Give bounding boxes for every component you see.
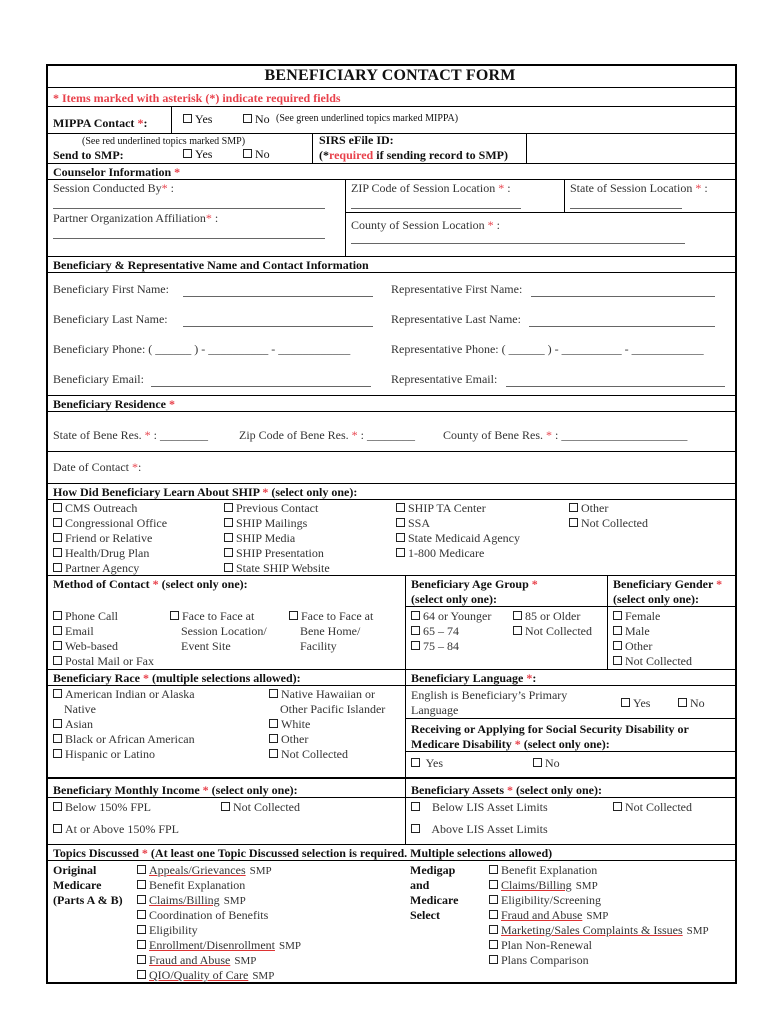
checkbox[interactable] (53, 734, 62, 743)
checkbox[interactable] (513, 626, 522, 635)
rep-first-field[interactable] (531, 296, 715, 297)
checkbox[interactable] (224, 533, 233, 542)
divider (46, 272, 736, 273)
learn-option[interactable]: State SHIP Website (224, 561, 330, 575)
checkbox[interactable] (613, 611, 622, 620)
method-header: Method of Contact * (select only one): (53, 577, 248, 591)
race-option[interactable]: Black or African American (53, 732, 195, 746)
checkbox[interactable] (411, 758, 420, 767)
checkbox[interactable] (137, 925, 146, 934)
gender-header-sub: (select only one): (613, 592, 699, 606)
checkbox[interactable] (137, 955, 146, 964)
divider (46, 499, 736, 500)
income-not-collected[interactable]: Not Collected (221, 800, 300, 814)
income-header: Beneficiary Monthly Income * (select only one): (53, 783, 298, 797)
checkbox[interactable] (53, 719, 62, 728)
race-header: Beneficiary Race * (multiple selections allowed): (53, 671, 301, 685)
divider (46, 451, 736, 452)
topics-header: Topics Discussed * (At least one Topic Discussed selection is required. Multiple selections allowed) (53, 846, 553, 860)
counselor-header: Counselor Information * (53, 165, 181, 179)
county-label: County of Session Location * : (351, 218, 501, 232)
checkbox[interactable] (137, 880, 146, 889)
partner-field[interactable] (53, 238, 325, 239)
rep-last-field[interactable] (529, 326, 715, 327)
mippa-yes[interactable]: Yes (183, 112, 212, 126)
checkbox[interactable] (137, 910, 146, 919)
checkbox[interactable] (221, 802, 230, 811)
assets-above[interactable]: Above LIS Asset Limits (411, 822, 548, 836)
language-question-2: Language (411, 703, 459, 717)
age-header: Beneficiary Age Group * (411, 577, 538, 591)
divider (46, 106, 736, 107)
state-field[interactable] (570, 208, 682, 209)
ssd-no[interactable]: No (533, 756, 560, 770)
checkbox[interactable] (224, 503, 233, 512)
bene-email-field[interactable] (151, 386, 371, 387)
mippa-label: MIPPA Contact *: (53, 116, 148, 130)
checkbox[interactable] (396, 503, 405, 512)
form-border-right (735, 64, 737, 983)
checkbox[interactable] (137, 895, 146, 904)
ssd-yes[interactable]: Yes (411, 756, 443, 770)
divider (345, 179, 346, 256)
race-option[interactable]: Native Hawaiian or (269, 687, 375, 701)
race-option[interactable]: Not Collected (269, 747, 348, 761)
original-medicare-label: (Parts A & B) (53, 893, 123, 907)
state-label: State of Session Location * : (570, 181, 708, 195)
race-option-text: Native (64, 702, 96, 716)
smp-no[interactable]: No (243, 147, 270, 161)
bene-rep-header: Beneficiary & Representative Name and Contact Information (53, 258, 369, 272)
divider (405, 575, 406, 669)
assets-below[interactable]: Below LIS Asset Limits (411, 800, 548, 814)
divider (46, 179, 736, 180)
divider (405, 751, 736, 752)
checkbox[interactable] (53, 656, 62, 665)
divider (46, 411, 736, 412)
bene-last-label: Beneficiary Last Name: (53, 312, 168, 326)
topic-original-item[interactable]: Eligibility (137, 923, 198, 937)
learn-option[interactable]: Friend or Relative (53, 531, 152, 545)
checkbox[interactable] (53, 611, 62, 620)
session-by-label: Session Conducted By* : (53, 181, 175, 195)
topic-original-item[interactable]: Benefit Explanation (137, 878, 245, 892)
medigap-label: Medicare (410, 893, 459, 907)
checkbox[interactable] (533, 758, 542, 767)
method-option-text: Bene Home/ (300, 624, 361, 638)
divider (46, 395, 736, 396)
checkbox[interactable] (183, 149, 192, 158)
race-option[interactable]: White (269, 717, 310, 731)
topic-medigap-item[interactable]: Benefit Explanation (489, 863, 597, 877)
method-option[interactable]: Postal Mail or Fax (53, 654, 154, 668)
checkbox[interactable] (489, 880, 498, 889)
checkbox[interactable] (170, 611, 179, 620)
checkbox[interactable] (396, 518, 405, 527)
race-option[interactable]: American Indian or Alaska (53, 687, 195, 701)
rep-email-label: Representative Email: (391, 372, 498, 386)
topic-original-item[interactable]: QIO/Quality of Care SMP (137, 968, 274, 983)
race-option[interactable]: Hispanic or Latino (53, 747, 155, 761)
gender-option[interactable]: Not Collected (613, 654, 692, 668)
ssd-header-2: Medicare Disability * (select only one): (411, 737, 610, 751)
learn-option[interactable]: Partner Agency (53, 561, 139, 575)
divider (46, 163, 736, 164)
divider (46, 575, 736, 576)
checkbox[interactable] (621, 698, 630, 707)
checkbox[interactable] (224, 563, 233, 572)
topic-original-item[interactable]: Claims/Billing SMP (137, 893, 246, 908)
checkbox[interactable] (613, 802, 622, 811)
rep-first-label: Representative First Name: (391, 282, 523, 296)
checkbox[interactable] (269, 719, 278, 728)
ssd-header: Receiving or Applying for Social Security Disability or (411, 722, 689, 736)
checkbox[interactable] (489, 865, 498, 874)
gender-option[interactable]: Male (613, 624, 650, 638)
topic-medigap-item[interactable]: Eligibility/Screening (489, 893, 601, 907)
partner-label: Partner Organization Affiliation* : (53, 211, 219, 225)
residence-header: Beneficiary Residence * (53, 397, 175, 411)
bene-phone-label[interactable]: Beneficiary Phone: ( ______ ) - __________ - ____________ (53, 342, 351, 356)
checkbox[interactable] (243, 114, 252, 123)
divider (46, 483, 736, 484)
checkbox[interactable] (289, 611, 298, 620)
age-option[interactable]: Not Collected (513, 624, 592, 638)
race-option[interactable]: Other (269, 732, 308, 746)
age-option[interactable]: 75 – 84 (411, 639, 459, 653)
method-option[interactable]: Face to Face at (170, 609, 254, 623)
mippa-note: (See green underlined topics marked MIPPA) (276, 113, 459, 124)
medigap-label: Medigap (410, 863, 456, 877)
checkbox[interactable] (411, 611, 420, 620)
rep-last-label: Representative Last Name: (391, 312, 521, 326)
bene-county-label[interactable]: County of Bene Res. * : _____________________ (443, 428, 688, 442)
learn-option[interactable]: State Medicaid Agency (396, 531, 520, 545)
checkbox[interactable] (396, 548, 405, 557)
method-option-text: Facility (300, 639, 337, 653)
sirs-required-note: (*required if sending record to SMP) (319, 148, 508, 162)
medigap-label: Select (410, 908, 440, 922)
learn-option[interactable]: Health/Drug Plan (53, 546, 149, 560)
learn-option[interactable]: SHIP Media (224, 531, 295, 545)
gender-option[interactable]: Other (613, 639, 652, 653)
method-option-text: Session Location/ (181, 624, 267, 638)
divider (46, 844, 736, 845)
learn-option[interactable]: Other (569, 501, 608, 515)
checkbox[interactable] (411, 802, 420, 811)
checkbox[interactable] (489, 910, 498, 919)
checkbox[interactable] (489, 955, 498, 964)
form-border-left (46, 64, 48, 983)
checkbox[interactable] (137, 970, 146, 979)
smp-label: Send to SMP: (53, 148, 124, 162)
learn-option[interactable]: Previous Contact (224, 501, 318, 515)
topic-medigap-item[interactable]: Claims/Billing SMP (489, 878, 598, 893)
language-no[interactable]: No (678, 696, 705, 710)
checkbox[interactable] (569, 503, 578, 512)
checkbox[interactable] (243, 149, 252, 158)
bene-first-field[interactable] (183, 296, 373, 297)
zip-field[interactable] (351, 208, 521, 209)
medigap-label: and (410, 878, 430, 892)
checkbox[interactable] (53, 802, 62, 811)
language-question: English is Beneficiary’s Primary (411, 688, 568, 702)
divider (46, 860, 736, 861)
checkbox[interactable] (269, 749, 278, 758)
checkbox[interactable] (613, 656, 622, 665)
topic-medigap-item[interactable]: Marketing/Sales Complaints & Issues SMP (489, 923, 709, 938)
checkbox[interactable] (411, 626, 420, 635)
learn-option[interactable]: Not Collected (569, 516, 648, 530)
checkbox[interactable] (513, 611, 522, 620)
checkbox[interactable] (613, 641, 622, 650)
checkbox[interactable] (489, 925, 498, 934)
original-medicare-label: Original (53, 863, 97, 877)
learn-option[interactable]: SHIP Presentation (224, 546, 324, 560)
rep-phone-label[interactable]: Representative Phone: ( ______ ) - __________ - ____________ (391, 342, 704, 356)
checkbox[interactable] (53, 518, 62, 527)
topic-original-item[interactable]: Coordination of Benefits (137, 908, 268, 922)
checkbox[interactable] (137, 865, 146, 874)
mippa-no[interactable]: No (243, 112, 270, 126)
bene-zip-label[interactable]: Zip Code of Bene Res. * : ________ (239, 428, 415, 442)
checkbox[interactable] (53, 689, 62, 698)
method-option-text: Event Site (181, 639, 231, 653)
topic-medigap-item[interactable]: Plan Non-Renewal (489, 938, 592, 952)
bene-email-label: Beneficiary Email: (53, 372, 144, 386)
learn-option[interactable]: CMS Outreach (53, 501, 137, 515)
learn-option[interactable]: SHIP Mailings (224, 516, 307, 530)
topic-original-item[interactable]: Enrollment/Disenrollment SMP (137, 938, 301, 953)
bene-state-label[interactable]: State of Bene Res. * : ________ (53, 428, 208, 442)
checkbox[interactable] (396, 533, 405, 542)
income-above[interactable]: At or Above 150% FPL (53, 822, 179, 836)
method-option[interactable]: Phone Call (53, 609, 118, 623)
method-option[interactable]: Web-based (53, 639, 118, 653)
checkbox[interactable] (411, 641, 420, 650)
checkbox[interactable] (53, 533, 62, 542)
learn-option[interactable]: SHIP TA Center (396, 501, 486, 515)
checkbox[interactable] (53, 641, 62, 650)
divider (345, 212, 735, 213)
checkbox[interactable] (53, 563, 62, 572)
divider (46, 777, 736, 779)
required-note: * Items marked with asterisk (*) indicate required fields (53, 91, 341, 105)
age-option[interactable]: 65 – 74 (411, 624, 459, 638)
checkbox[interactable] (489, 940, 498, 949)
divider (312, 133, 313, 163)
learn-option[interactable]: Congressional Office (53, 516, 167, 530)
checkbox[interactable] (224, 548, 233, 557)
age-header-sub: (select only one): (411, 592, 497, 606)
checkbox[interactable] (489, 895, 498, 904)
form-border-top (46, 64, 737, 66)
divider (405, 606, 736, 607)
checkbox[interactable] (613, 626, 622, 635)
assets-not-collected[interactable]: Not Collected (613, 800, 692, 814)
income-below[interactable]: Below 150% FPL (53, 800, 151, 814)
language-header: Beneficiary Language *: (411, 671, 537, 685)
checkbox[interactable] (53, 626, 62, 635)
original-medicare-label: Medicare (53, 878, 102, 892)
divider (526, 133, 527, 163)
gender-header: Beneficiary Gender * (613, 577, 723, 591)
checkbox[interactable] (183, 114, 192, 123)
checkbox[interactable] (137, 940, 146, 949)
gender-option[interactable]: Female (613, 609, 660, 623)
checkbox[interactable] (269, 689, 278, 698)
age-option[interactable]: 64 or Younger (411, 609, 491, 623)
method-option[interactable]: Face to Face at (289, 609, 373, 623)
checkbox[interactable] (53, 749, 62, 758)
learn-header: How Did Beneficiary Learn About SHIP * (select only one): (53, 485, 358, 499)
topic-medigap-item[interactable]: Plans Comparison (489, 953, 589, 967)
divider (46, 669, 736, 670)
checkbox[interactable] (569, 518, 578, 527)
divider (171, 106, 172, 133)
form-title: BENEFICIARY CONTACT FORM (264, 67, 516, 84)
race-option[interactable]: Asian (53, 717, 93, 731)
divider (405, 777, 406, 844)
checkbox[interactable] (53, 503, 62, 512)
smp-note: (See red underlined topics marked SMP) (82, 136, 246, 147)
divider (405, 718, 736, 719)
bene-last-field[interactable] (183, 326, 373, 327)
checkbox[interactable] (678, 698, 687, 707)
divider (46, 256, 736, 257)
smp-yes[interactable]: Yes (183, 147, 212, 161)
checkbox[interactable] (224, 518, 233, 527)
method-option[interactable]: Email (53, 624, 94, 638)
topic-original-item[interactable]: Appeals/Grievances SMP (137, 863, 272, 878)
language-yes[interactable]: Yes (621, 696, 650, 710)
topic-medigap-item[interactable]: Fraud and Abuse SMP (489, 908, 608, 923)
checkbox[interactable] (411, 824, 420, 833)
topic-original-item[interactable]: Fraud and Abuse SMP (137, 953, 256, 968)
checkbox[interactable] (269, 734, 278, 743)
divider (46, 87, 736, 88)
session-by-field[interactable] (53, 208, 325, 209)
county-field[interactable] (351, 243, 685, 244)
zip-label: ZIP Code of Session Location * : (351, 181, 511, 195)
divider (46, 685, 736, 686)
age-option[interactable]: 85 or Older (513, 609, 580, 623)
date-of-contact-label[interactable]: Date of Contact *: (53, 460, 142, 474)
checkbox[interactable] (53, 824, 62, 833)
learn-option[interactable]: SSA (396, 516, 430, 530)
assets-header: Beneficiary Assets * (select only one): (411, 783, 602, 797)
learn-option[interactable]: 1-800 Medicare (396, 546, 484, 560)
sirs-label: SIRS eFile ID: (319, 133, 394, 147)
divider (564, 179, 565, 212)
divider (607, 575, 608, 669)
divider (46, 797, 736, 798)
rep-email-field[interactable] (506, 386, 725, 387)
bene-first-label: Beneficiary First Name: (53, 282, 169, 296)
checkbox[interactable] (53, 548, 62, 557)
race-option-text: Other Pacific Islander (280, 702, 386, 716)
